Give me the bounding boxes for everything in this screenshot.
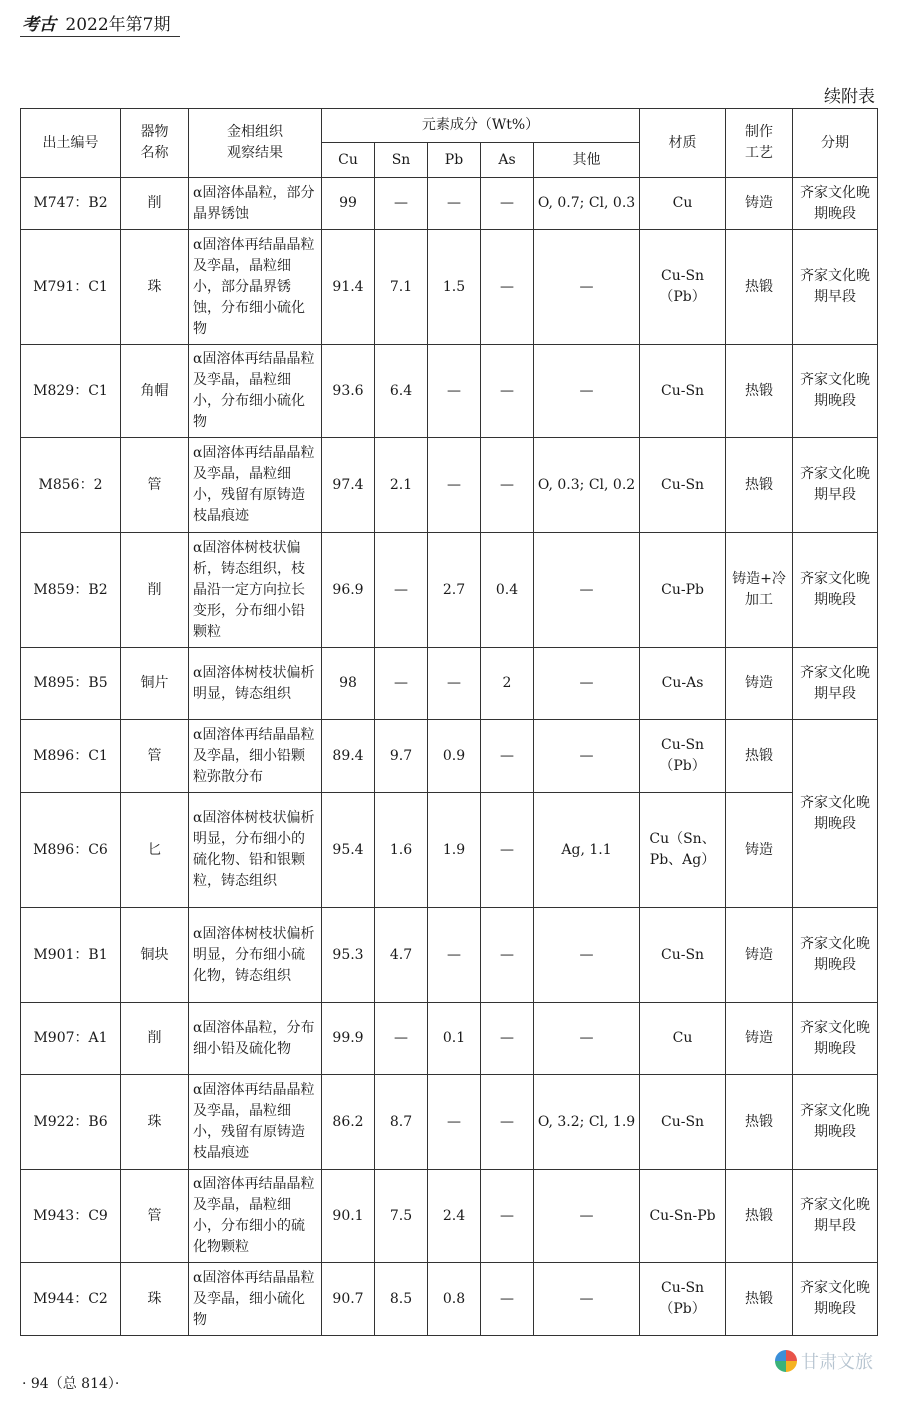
col-as: As	[481, 143, 534, 178]
cell-cu: 91.4	[322, 230, 375, 345]
header-rule	[20, 36, 180, 37]
cell-pb: 0.9	[428, 720, 481, 793]
cell-id: M859：B2	[21, 533, 121, 648]
cell-id: M791：C1	[21, 230, 121, 345]
cell-period: 齐家文化晚期早段	[793, 230, 878, 345]
table-row	[21, 230, 878, 345]
cell-period: 齐家文化晚期晚段	[793, 345, 878, 438]
cell-name: 珠	[121, 1075, 189, 1170]
cell-other: —	[534, 345, 640, 438]
cell-other: —	[534, 908, 640, 1003]
cell-pb: 1.5	[428, 230, 481, 345]
table-row	[21, 1003, 878, 1075]
cell-cu: 98	[322, 648, 375, 720]
cell-pb: —	[428, 1075, 481, 1170]
cell-obs: α固溶体再结晶晶粒及孪晶，晶粒细小，分布细小硫化物	[189, 345, 322, 438]
cell-pb: —	[428, 345, 481, 438]
cell-as: —	[481, 1075, 534, 1170]
cell-period: 齐家文化晚期晚段	[793, 533, 878, 648]
col-cu: Cu	[322, 143, 375, 178]
col-material: 材质	[640, 109, 726, 178]
table-row	[21, 1170, 878, 1263]
cell-pb: —	[428, 178, 481, 230]
col-period: 分期	[793, 109, 878, 178]
cell-name: 珠	[121, 1263, 189, 1336]
cell-obs: α固溶体再结晶晶粒及孪晶，晶粒细小，部分晶界锈蚀，分布细小硫化物	[189, 230, 322, 345]
cell-as: 2	[481, 648, 534, 720]
col-elements: 元素成分（Wt%）	[322, 109, 640, 143]
table-body	[21, 178, 878, 1336]
cell-cu: 96.9	[322, 533, 375, 648]
cell-period: 齐家文化晚期晚段	[793, 1075, 878, 1170]
cell-obs: α固溶体树枝状偏析明显，分布细小硫化物，铸态组织	[189, 908, 322, 1003]
col-name: 器物 名称	[121, 109, 189, 178]
cell-material: Cu（Sn、Pb、Ag）	[640, 793, 726, 908]
cell-craft: 热锻	[726, 1263, 793, 1336]
cell-obs: α固溶体再结晶晶粒及孪晶，晶粒细小，分布细小的硫化物颗粒	[189, 1170, 322, 1263]
cell-material: Cu-Sn（Pb）	[640, 1263, 726, 1336]
cell-as: —	[481, 908, 534, 1003]
cell-cu: 99.9	[322, 1003, 375, 1075]
cell-cu: 99	[322, 178, 375, 230]
cell-other: Ag, 1.1	[534, 793, 640, 908]
cell-craft: 铸造	[726, 1003, 793, 1075]
cell-pb: 1.9	[428, 793, 481, 908]
cell-craft: 铸造	[726, 648, 793, 720]
cell-sn: —	[375, 178, 428, 230]
cell-period: 齐家文化晚期晚段	[793, 1263, 878, 1336]
cell-obs: α固溶体再结晶晶粒及孪晶，晶粒细小，残留有原铸造枝晶痕迹	[189, 1075, 322, 1170]
cell-other: —	[534, 533, 640, 648]
cell-obs: α固溶体晶粒，部分晶界锈蚀	[189, 178, 322, 230]
cell-id: M895：B5	[21, 648, 121, 720]
cell-cu: 93.6	[322, 345, 375, 438]
col-craft: 制作 工艺	[726, 109, 793, 178]
cell-sn: —	[375, 648, 428, 720]
cell-obs: α固溶体树枝状偏析明显，铸态组织	[189, 648, 322, 720]
cell-material: Cu-Sn-Pb	[640, 1170, 726, 1263]
table-row	[21, 908, 878, 1003]
cell-period: 齐家文化晚期晚段	[793, 720, 878, 908]
cell-obs: α固溶体树枝状偏析，铸态组织，枝晶沿一定方向拉长变形，分布细小铅颗粒	[189, 533, 322, 648]
cell-pb: 2.4	[428, 1170, 481, 1263]
brand-logo-icon	[775, 1350, 797, 1372]
watermark	[775, 1348, 873, 1374]
cell-craft: 铸造	[726, 178, 793, 230]
cell-name: 珠	[121, 230, 189, 345]
composition-table	[20, 108, 878, 1336]
cell-sn: 6.4	[375, 345, 428, 438]
cell-craft: 热锻	[726, 720, 793, 793]
cell-material: Cu-Sn（Pb）	[640, 230, 726, 345]
cell-id: M747：B2	[21, 178, 121, 230]
table-caption: 续附表	[824, 87, 875, 107]
page-header	[22, 10, 171, 35]
cell-sn: 9.7	[375, 720, 428, 793]
cell-name: 管	[121, 1170, 189, 1263]
cell-material: Cu-Sn（Pb）	[640, 720, 726, 793]
cell-pb: —	[428, 908, 481, 1003]
table-row	[21, 1263, 878, 1336]
cell-as: —	[481, 793, 534, 908]
cell-other: O, 0.3; Cl, 0.2	[534, 438, 640, 533]
cell-other: O, 3.2; Cl, 1.9	[534, 1075, 640, 1170]
cell-period: 齐家文化晚期晚段	[793, 908, 878, 1003]
col-obs: 金相组织 观察结果	[189, 109, 322, 178]
cell-period: 齐家文化晚期早段	[793, 1170, 878, 1263]
cell-name: 铜块	[121, 908, 189, 1003]
cell-id: M856：2	[21, 438, 121, 533]
cell-id: M829：C1	[21, 345, 121, 438]
cell-material: Cu-Pb	[640, 533, 726, 648]
cell-obs: α固溶体再结晶晶粒及孪晶，细小硫化物	[189, 1263, 322, 1336]
table-row	[21, 1075, 878, 1170]
cell-name: 削	[121, 533, 189, 648]
cell-as: —	[481, 178, 534, 230]
cell-other: —	[534, 1003, 640, 1075]
cell-material: Cu-Sn	[640, 1075, 726, 1170]
cell-other: —	[534, 230, 640, 345]
cell-name: 管	[121, 438, 189, 533]
cell-material: Cu-Sn	[640, 908, 726, 1003]
cell-pb: 2.7	[428, 533, 481, 648]
cell-as: —	[481, 1263, 534, 1336]
cell-craft: 铸造	[726, 793, 793, 908]
cell-sn: 7.1	[375, 230, 428, 345]
cell-other: —	[534, 1170, 640, 1263]
cell-period: 齐家文化晚期早段	[793, 438, 878, 533]
cell-id: M922：B6	[21, 1075, 121, 1170]
cell-craft: 热锻	[726, 1170, 793, 1263]
cell-other: —	[534, 1263, 640, 1336]
cell-name: 匕	[121, 793, 189, 908]
cell-material: Cu-Sn	[640, 345, 726, 438]
cell-cu: 86.2	[322, 1075, 375, 1170]
table-row	[21, 178, 878, 230]
cell-as: 0.4	[481, 533, 534, 648]
cell-id: M907：A1	[21, 1003, 121, 1075]
cell-sn: 2.1	[375, 438, 428, 533]
cell-obs: α固溶体树枝状偏析明显，分布细小的硫化物、铅和银颗粒，铸态组织	[189, 793, 322, 908]
table-row	[21, 438, 878, 533]
cell-sn: 7.5	[375, 1170, 428, 1263]
cell-name: 削	[121, 178, 189, 230]
cell-name: 管	[121, 720, 189, 793]
watermark-text: 甘肃文旅	[801, 1352, 873, 1373]
cell-craft: 热锻	[726, 438, 793, 533]
page-number: · 94（总 814）·	[22, 1376, 120, 1392]
cell-obs: α固溶体再结晶晶粒及孪晶，晶粒细小，残留有原铸造枝晶痕迹	[189, 438, 322, 533]
cell-material: Cu-As	[640, 648, 726, 720]
cell-sn: 8.7	[375, 1075, 428, 1170]
cell-as: —	[481, 1003, 534, 1075]
cell-name: 铜片	[121, 648, 189, 720]
cell-obs: α固溶体再结晶晶粒及孪晶，细小铅颗粒弥散分布	[189, 720, 322, 793]
cell-material: Cu	[640, 178, 726, 230]
cell-period: 齐家文化晚期晚段	[793, 178, 878, 230]
col-other: 其他	[534, 143, 640, 178]
cell-as: —	[481, 438, 534, 533]
cell-as: —	[481, 720, 534, 793]
cell-other: O, 0.7; Cl, 0.3	[534, 178, 640, 230]
cell-pb: 0.8	[428, 1263, 481, 1336]
cell-craft: 铸造	[726, 908, 793, 1003]
cell-other: —	[534, 720, 640, 793]
cell-other: —	[534, 648, 640, 720]
cell-cu: 90.1	[322, 1170, 375, 1263]
cell-id: M944：C2	[21, 1263, 121, 1336]
cell-cu: 90.7	[322, 1263, 375, 1336]
cell-name: 角帽	[121, 345, 189, 438]
cell-id: M896：C1	[21, 720, 121, 793]
cell-sn: 8.5	[375, 1263, 428, 1336]
col-id: 出土编号	[21, 109, 121, 178]
cell-material: Cu	[640, 1003, 726, 1075]
cell-as: —	[481, 1170, 534, 1263]
col-sn: Sn	[375, 143, 428, 178]
cell-sn: 4.7	[375, 908, 428, 1003]
cell-craft: 热锻	[726, 1075, 793, 1170]
journal-logo: 考古	[22, 15, 56, 35]
cell-cu: 95.4	[322, 793, 375, 908]
cell-name: 削	[121, 1003, 189, 1075]
cell-as: —	[481, 230, 534, 345]
cell-id: M896：C6	[21, 793, 121, 908]
table-row	[21, 793, 878, 908]
cell-sn: —	[375, 1003, 428, 1075]
cell-id: M943：C9	[21, 1170, 121, 1263]
cell-craft: 铸造+冷加工	[726, 533, 793, 648]
table-row	[21, 648, 878, 720]
cell-period: 齐家文化晚期早段	[793, 648, 878, 720]
cell-cu: 95.3	[322, 908, 375, 1003]
cell-as: —	[481, 345, 534, 438]
cell-sn: —	[375, 533, 428, 648]
cell-period: 齐家文化晚期晚段	[793, 1003, 878, 1075]
cell-pb: —	[428, 438, 481, 533]
cell-cu: 89.4	[322, 720, 375, 793]
cell-cu: 97.4	[322, 438, 375, 533]
cell-pb: —	[428, 648, 481, 720]
table-row	[21, 345, 878, 438]
cell-obs: α固溶体晶粒，分布细小铅及硫化物	[189, 1003, 322, 1075]
cell-craft: 热锻	[726, 230, 793, 345]
issue-label: 2022年第7期	[65, 15, 171, 35]
col-pb: Pb	[428, 143, 481, 178]
cell-pb: 0.1	[428, 1003, 481, 1075]
cell-sn: 1.6	[375, 793, 428, 908]
table-row	[21, 533, 878, 648]
table-row	[21, 720, 878, 793]
cell-material: Cu-Sn	[640, 438, 726, 533]
cell-craft: 热锻	[726, 345, 793, 438]
cell-id: M901：B1	[21, 908, 121, 1003]
